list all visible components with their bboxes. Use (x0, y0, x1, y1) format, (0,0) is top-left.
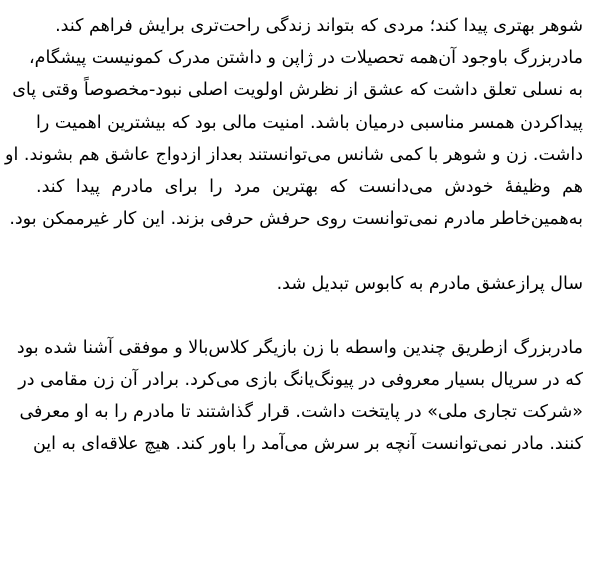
paragraph-1 (36, 10, 583, 42)
text-line: به نسلی تعلق داشت که عشق از نظرش اولویت اصلی نبود-مخصوصاً وقتی پای (12, 80, 583, 101)
text-line: مادربزرگ باوجود آن‌همه تحصیلات در ژاپن و داشتن مدرک کمونیست پیشگام، (29, 48, 583, 69)
paragraph-gap (36, 235, 583, 267)
text-line: داشت. زن و شوهر با کمی شانس می‌توانستند بعداز ازدواج عاشق هم بشوند. او (5, 144, 583, 165)
paragraph-2 (5, 42, 583, 235)
text-line: به‌همین‌خاطر مادرم نمی‌توانست روی حرفش حرفی بزند. این کار غیرممکن بود. (9, 209, 583, 230)
text-line: سال پرازعشق مادرم به کابوس تبدیل شد. (276, 273, 583, 294)
paragraph-gap (36, 300, 583, 332)
paragraph-3 (36, 268, 583, 300)
text-line: کنند. مادر نمی‌توانست آنچه بر سرش می‌آمد را باور کند. هیچ علاقه‌ای به این (32, 434, 583, 455)
text-line: شوهر بهتری پیدا کند؛ مردی که بتواند زندگی راحت‌تری برایش فراهم کند. (55, 16, 583, 36)
text-line: مادربزرگ ازطریق چندین واسطه با زن بازیگر کلاس‌بالا و موفقی آشنا شده بود (16, 337, 583, 358)
text-line: هم وظیفهٔ خودش می‌دانست که بهترین مرد را برای مادرم پیدا کند. (36, 176, 583, 197)
text-line: که در سریال بسیار معروفی در پیونگ‌یانگ بازی می‌کرد. برادر آن زن مقامی در (18, 370, 583, 391)
text-line: «شرکت تجاری ملی» در پایتخت داشت. قرار گذاشتند تا مادرم را به او معرفی (19, 402, 583, 423)
paragraph-4 (16, 332, 583, 461)
text-line: پیداکردن همسر مناسبی درمیان باشد. امنیت مالی بود که بیشترین اهمیت را (36, 112, 583, 133)
